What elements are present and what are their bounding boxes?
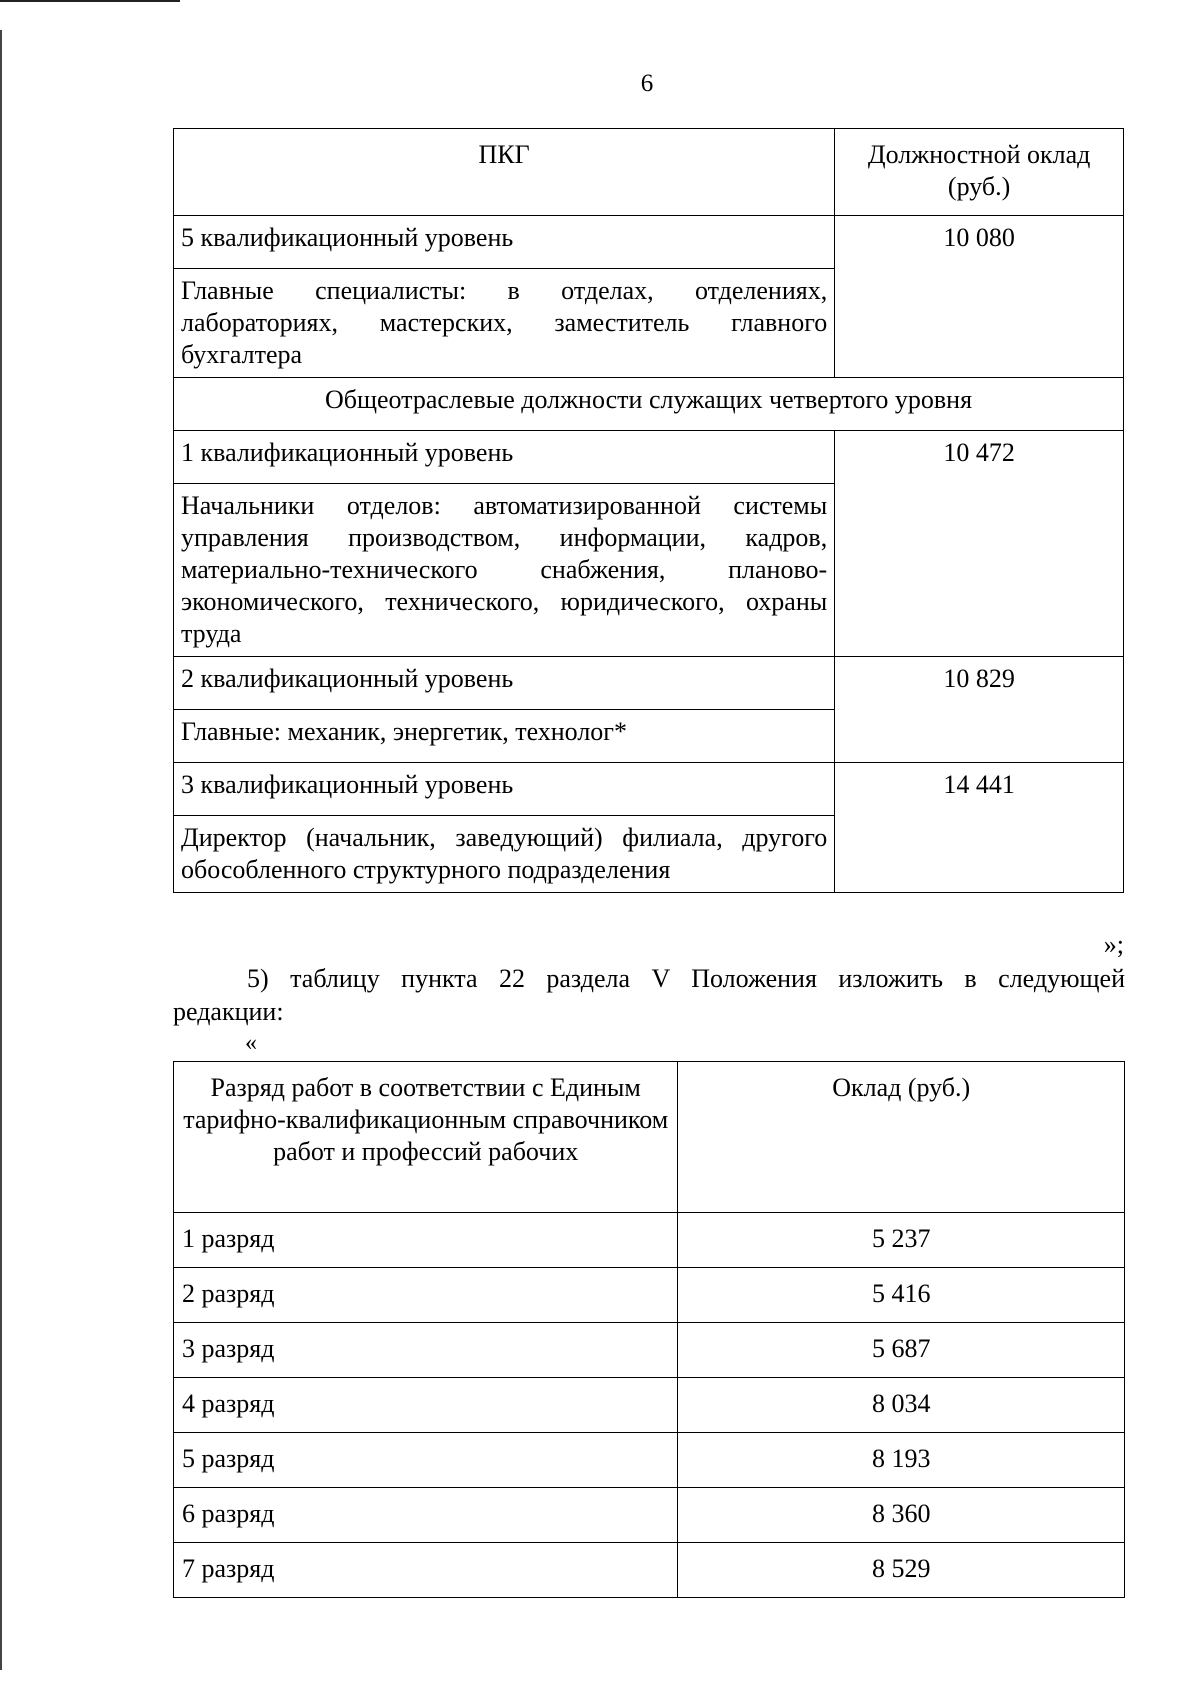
table-header-row [174,1062,1125,1213]
pkg-salary-table [173,128,1124,893]
table-row [174,431,1124,484]
table-header-row [174,129,1124,216]
positions-description: Главные: механик, энергетик, технолог* [174,710,835,763]
table-row [174,1433,1125,1488]
grade-salary: 8 360 [678,1488,1125,1543]
table-row [174,216,1124,269]
grade-salary: 5 687 [678,1323,1125,1378]
grade-salary: 8 529 [678,1543,1125,1598]
grade-label: 2 разряд [174,1268,678,1323]
table-row [174,1213,1125,1268]
scan-edge-top [0,0,180,2]
table-row [174,763,1124,816]
worker-grade-table [173,1061,1125,1598]
qualification-level: 1 квалификационный уровень [174,431,835,484]
grade-label: 3 разряд [174,1323,678,1378]
scan-edge-left [0,30,2,1670]
grade-label: 1 разряд [174,1213,678,1268]
grade-salary: 5 416 [678,1268,1125,1323]
grade-label: 4 разряд [174,1378,678,1433]
closing-quote: »; [1103,930,1124,959]
grade-label: 7 разряд [174,1543,678,1598]
table-row [174,657,1124,710]
grade-label: 5 разряд [174,1433,678,1488]
header-grade: Разряд работ в соответствии с Единым тарифно-квалификационным справочником работ и профессий рабочих [174,1062,678,1213]
header-pkg: ПКГ [174,129,835,216]
grade-label: 6 разряд [174,1488,678,1543]
positions-description: Директор (начальник, заведующий) филиала, другого обособленного структурного подразделения [174,816,835,893]
positions-description: Начальники отделов: автоматизированной системы управления производством, информации, кадров, материально-технического снабжения, планово-экономического, технического, юридического, охраны труда [174,484,835,657]
section-row [174,378,1124,431]
qualification-level: 3 квалификационный уровень [174,763,835,816]
grade-salary: 8 034 [678,1378,1125,1433]
grade-salary: 8 193 [678,1433,1125,1488]
table-row [174,1543,1125,1598]
paragraph-line-2: редакции: [173,997,284,1026]
salary-value: 10 829 [835,657,1124,763]
amendment-paragraph [173,962,1125,1028]
page-number: 6 [640,70,654,97]
table-row [174,1378,1125,1433]
salary-value: 14 441 [835,763,1124,893]
salary-value: 10 080 [835,216,1124,378]
header-salary: Должностной оклад (руб.) [835,129,1124,216]
positions-description: Главные специалисты: в отделах, отделениях, лабораториях, мастерских, заместитель главного бухгалтера [174,269,835,378]
salary-value: 10 472 [835,431,1124,657]
opening-quote: « [245,1030,257,1056]
qualification-level: 2 квалификационный уровень [174,657,835,710]
section-title: Общеотраслевые должности служащих четвертого уровня [174,378,1124,431]
paragraph-line-1: 5) таблицу пункта 22 раздела V Положения изложить в следующей [247,964,1125,993]
table-row [174,1268,1125,1323]
table-row [174,1323,1125,1378]
grade-salary: 5 237 [678,1213,1125,1268]
header-salary: Оклад (руб.) [678,1062,1125,1213]
qualification-level: 5 квалификационный уровень [174,216,835,269]
table-row [174,1488,1125,1543]
